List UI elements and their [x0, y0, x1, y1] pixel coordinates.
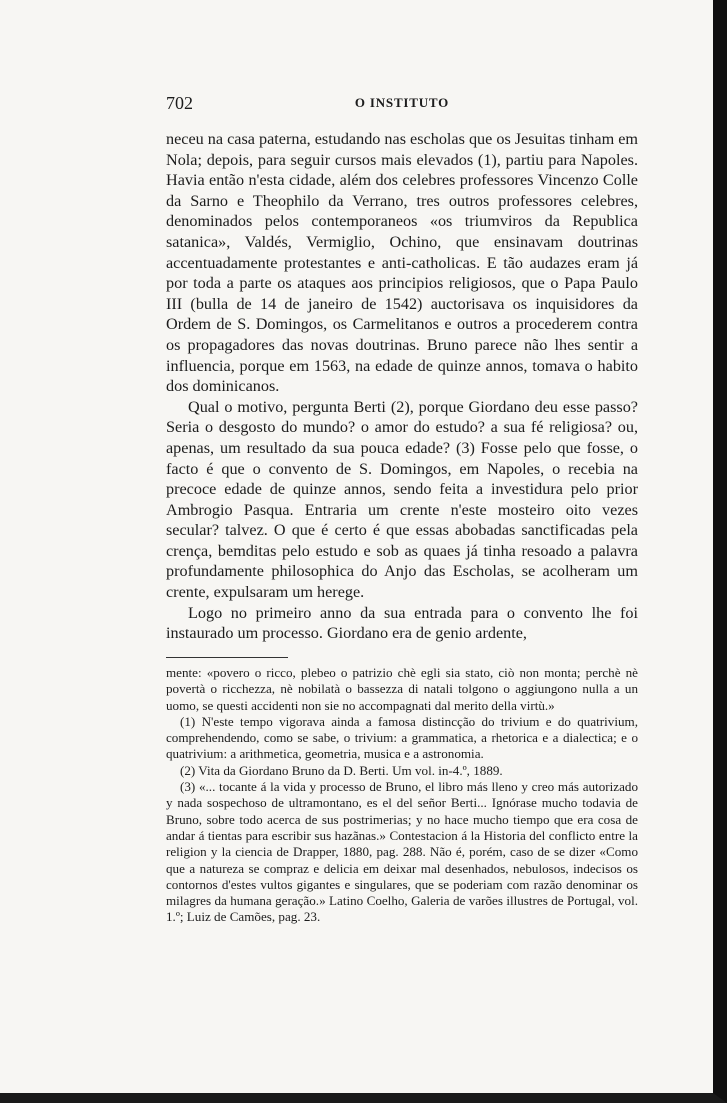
body-text [166, 129, 638, 644]
footnote-divider [166, 657, 288, 658]
footnote-continuation: mente: «povero o ricco, plebeo o patrizio chè egli sia stato, ciò non monta; perchè nè povertà o ricchezza, nè nobilatà o bassezza di natali tolgono o aggiungono nulla a un uomo, se questi accidenti non sie no accompagnati dal merito della virtù.» [166, 665, 638, 713]
page-header [166, 93, 638, 115]
page-number: 702 [166, 93, 193, 113]
body-paragraph: Logo no primeiro anno da sua entrada para o convento lhe foi instaurado um processo. Giordano era de genio ardente, [166, 603, 638, 643]
footnote: (3) «... tocante á la vida y processo de Bruno, el libro más lleno y creo más autorizado y nada sospechoso de ultramontano, es el del señor Berti... Ignórase mucho todavia de Bruno, sobre todo acerca de sus postrimerias; y no hace mucho tiempo que era cosa de andar á tientas para escribir sus hazãnas.» Contestacion á la Historia del conflicto entre la religion y la ciencia de Drapper, 1880, pag. 288. Não é, porém, caso de se dizer «Como que a natureza se compraz e delicia em deixar mal desenhados, nebulosos, indecisos os contornos d'estes vultos gigantes e singulares, que se poderiam com razão denominar os milagres da humana geração.» Latino Coelho, Galeria de varões illustres de Portugal, vol. 1.º; Luiz de Camões, pag. 23. [166, 779, 638, 925]
footnote: (1) N'este tempo vigorava ainda a famosa distincção do trivium e do quatrivium, comprehendendo, como se sabe, o trivium: a grammatica, a rhetorica e a dialectica; e o quatrivium: a arithmetica, geometria, musica e a astronomia. [166, 713, 638, 762]
footnote: (2) Vita da Giordano Bruno da D. Berti. Um vol. in-4.º, 1889. [180, 762, 503, 778]
running-title: O INSTITUTO [354, 95, 450, 110]
body-paragraph: neceu na casa paterna, estudando nas escholas que os Jesuitas tinham em Nola; depois, para seguir cursos mais elevados (1), partiu para Napoles. Havia então n'esta cidade, além dos celebres professores Vincenzo Colle da Sarno e Theophilo da Verrano, tres outros professores celebres, denominados pelos contemporaneos «os triumviros da Republica satanica», Valdés, Vermiglio, Ochino, que ensinavam doutrinas accentuadamente protestantes e anti-catholicas. E tão audazes eram já por toda a parte os ataques aos principios religiosos, que o Papa Paulo III (bulla de 14 de janeiro de 1542) auctorisava os inquisidores da Ordem de S. Domingos, os Carmelitanos e outros a procederem contra os propagadores das novas doutrinas. Bruno parece não lhes sentir a influencia, porque em 1563, na edade de quinze annos, tomava o habito dos dominicanos. [166, 130, 638, 396]
footnotes [166, 665, 638, 926]
body-paragraph: Qual o motivo, pergunta Berti (2), porque Giordano deu esse passo? Seria o desgosto do mundo? o amor do estudo? a sua fé religiosa? ou, apenas, um resultado da sua pouca edade? (3) Fosse pelo que fosse, o facto é que o convento de S. Domingos, em Napoles, o recebia na precoce edade de quinze annos, sendo feita a investidura pelo prior Ambrogio Pasqua. Entraria um crente n'este mosteiro oito vezes secular? talvez. O que é certo é que essas abobadas sanctificadas pela crença, bemditas pelo estudo e sob as quaes já tinha resoado a palavra profundamente philosophica do Anjo das Escholas, se acolheram um crente, expulsaram um herege. [166, 397, 638, 602]
